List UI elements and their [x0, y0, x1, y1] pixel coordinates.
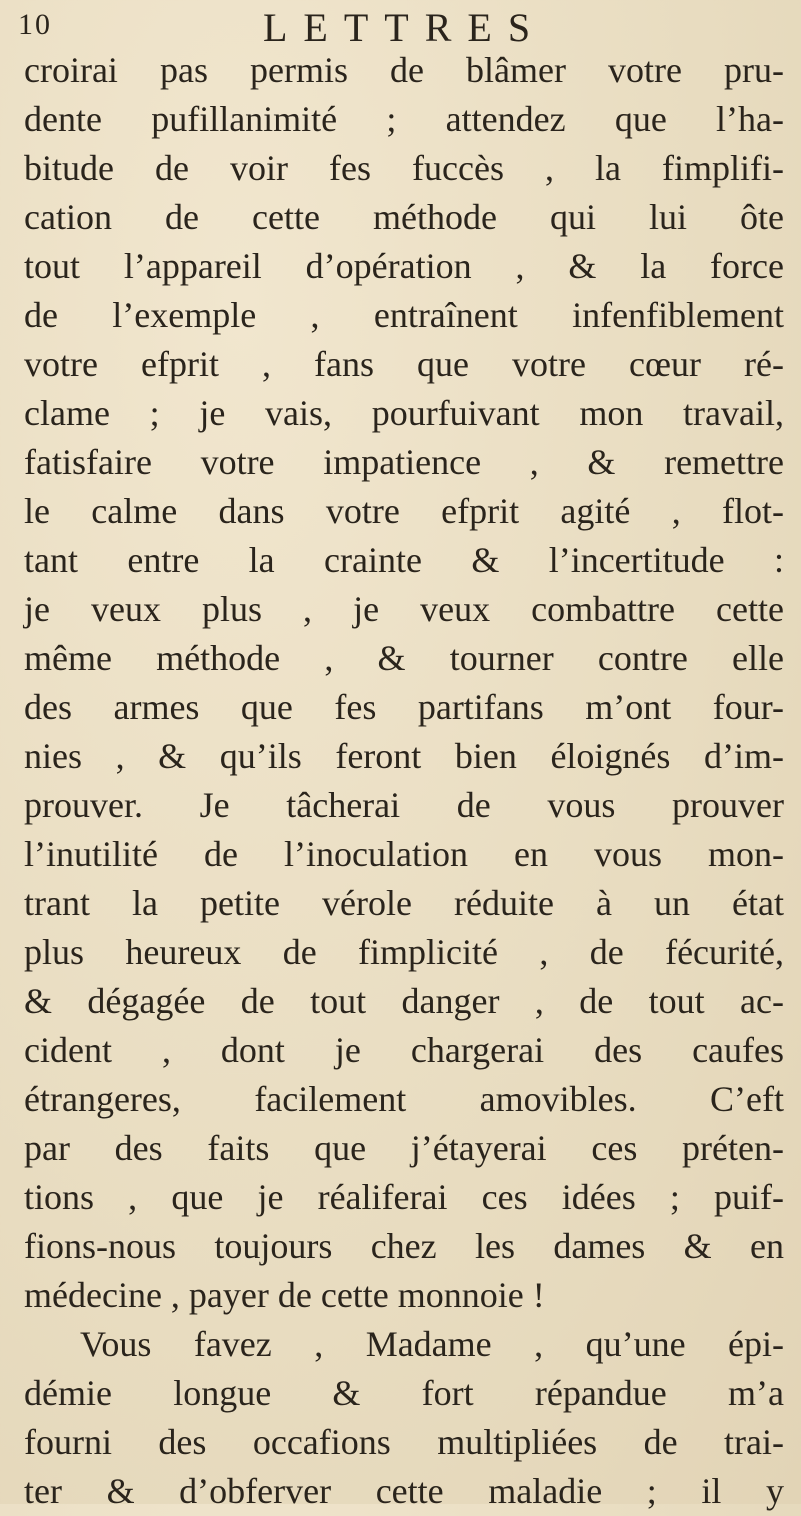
text-line: plus heureux de fimplicité , de fécurité,: [24, 932, 784, 972]
text-line: ter & d’obferver cette maladie ; il y: [24, 1471, 784, 1511]
text-line: croirai pas permis de blâmer votre pru-: [24, 50, 784, 90]
page-number: 10: [18, 8, 52, 41]
text-line: & dégagée de tout danger , de tout ac-: [24, 981, 784, 1021]
text-line: clame ; je vais, pourfuivant mon travail,: [24, 393, 784, 433]
text-line: même méthode , & tourner contre elle: [24, 638, 784, 678]
text-line: par des faits que j’étayerai ces préten-: [24, 1128, 784, 1168]
text-line: je veux plus , je veux combattre cette: [24, 589, 784, 629]
text-line: fatisfaire votre impatience , & remettre: [24, 442, 784, 482]
text-line: étrangeres, facilement amovibles. C’eft: [24, 1079, 784, 1119]
text-line: tant entre la crainte & l’incertitude :: [24, 540, 784, 580]
text-line: des armes que fes partifans m’ont four-: [24, 687, 784, 727]
text-line: nies , & qu’ils feront bien éloignés d’im-: [24, 736, 784, 776]
text-line: trant la petite vérole réduite à un état: [24, 883, 784, 923]
text-line: démie longue & fort répandue m’a: [24, 1373, 784, 1413]
text-line: Vous favez , Madame , qu’une épi-: [80, 1324, 784, 1364]
text-line: cation de cette méthode qui lui ôte: [24, 197, 784, 237]
page-header: [18, 5, 781, 50]
text-line: fourni des occafions multipliées de trai-: [24, 1422, 784, 1462]
text-line: tout l’appareil d’opération , & la force: [24, 246, 784, 286]
text-line: bitude de voir fes fuccès , la fimplifi-: [24, 148, 784, 188]
text-line: fions-nous toujours chez les dames & en: [24, 1226, 784, 1266]
text-line: de l’exemple , entraînent infenfiblement: [24, 295, 784, 335]
text-line: le calme dans votre efprit agité , flot-: [24, 491, 784, 531]
running-head: LETTRES: [263, 5, 547, 50]
text-line: cident , dont je chargerai des caufes: [24, 1030, 784, 1070]
text-line: dente pufillanimité ; attendez que l’ha-: [24, 99, 784, 139]
text-line: l’inutilité de l’inoculation en vous mon-: [24, 834, 784, 874]
text-line: tions , que je réaliferai ces idées ; puif-: [24, 1177, 784, 1217]
text-line: médecine , payer de cette monnoie !: [24, 1275, 545, 1315]
text-body: [24, 46, 784, 1516]
text-line: votre efprit , fans que votre cœur ré-: [24, 344, 784, 384]
text-line: prouver. Je tâcherai de vous prouver: [24, 785, 784, 825]
